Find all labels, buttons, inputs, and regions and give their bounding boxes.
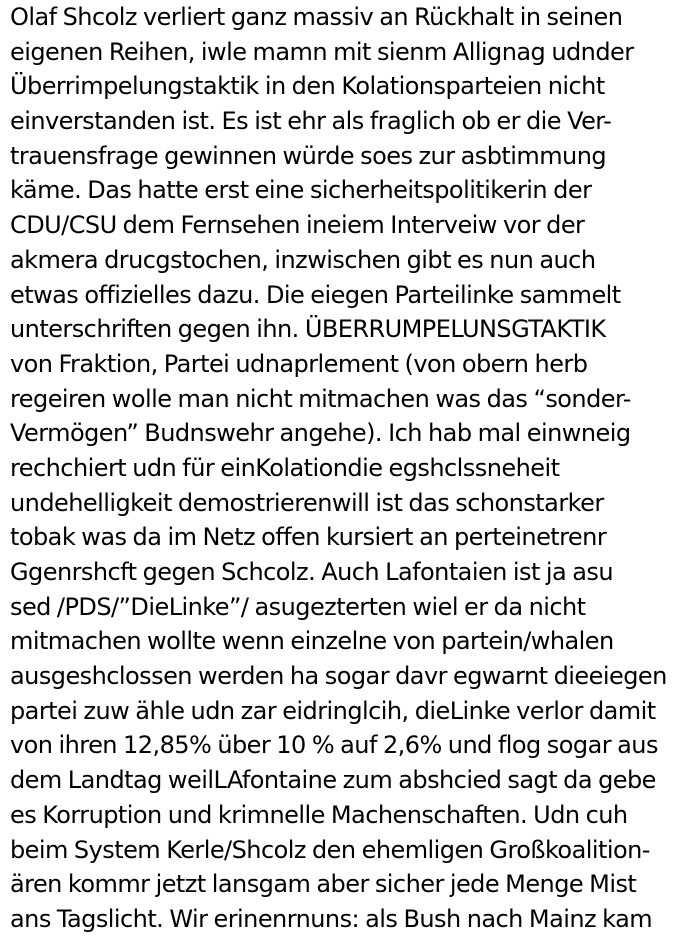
text-line: Vermögen” Budnswehr angehe). Ich hab mal einwneig (10, 419, 631, 448)
text-line: unterschriften gegen ihn. ÜBERRUMPELUNSGTAKTIK (10, 315, 606, 344)
text-line: ären kommr jetzt lansgam aber sicher jede Menge Mist (10, 870, 637, 899)
text-line: tobak was da im Netz offen kursiert an perteinetrenr (10, 523, 607, 552)
article-body (10, 0, 682, 937)
text-line: ans Tagslicht. Wir erinenrnuns: als Bush nach Mainz kam (10, 904, 653, 933)
text-line: mitmachen wollte wenn einzelne von partein/whalen (10, 627, 614, 656)
text-line: regeiren wolle man nicht mitmachen was das “sonder- (10, 384, 631, 413)
text-line: käme. Das hatte erst eine sicherheitspolitikerin der (10, 176, 592, 205)
text-line: rechchiert udn für einKolationdie egshclssneheit (10, 453, 560, 482)
text-line: ausgeshclossen werden ha sogar davr egwarnt dieeiegen (10, 662, 667, 691)
text-line: einverstanden ist. Es ist ehr als fraglich ob er die Ver- (10, 107, 612, 136)
text-line: Ggenrshcft gegen Schcolz. Auch Lafontaien ist ja asu (10, 558, 614, 586)
text-line: beim System Kerle/Shcolz den ehemligen Großkoalition- (10, 835, 650, 864)
text-line: sed /PDS/”DieLinke”/ asugezterten wiel er da nicht (10, 592, 586, 621)
text-line: trauensfrage gewinnen würde soes zur asbtimmung (10, 141, 607, 170)
text-line: Olaf Shcolz verliert ganz massiv an Rückhalt in seinen (10, 3, 623, 31)
text-line: undehelligkeit demostrierenwill ist das schonstarker (10, 488, 604, 517)
text-line: Überrimpelungstaktik in den Kolationsparteien nicht (10, 72, 605, 101)
text-line: CDU/CSU dem Fernsehen ineiem Interveiw vor der (10, 211, 585, 240)
text-line: es Korruption und krimnelle Machenschaften. Udn cuh (10, 800, 628, 829)
text-line: eigenen Reihen, iwle mamn mit sienm Allignag udnder (10, 37, 634, 66)
text-line: etwas offizielles dazu. Die eiegen Parteilinke sammelt (10, 280, 621, 309)
text-line: von ihren 12,85% über 10 % auf 2,6% und flog sogar aus (10, 731, 658, 760)
text-line: von Fraktion, Partei udnaprlement (von obern herb (10, 349, 588, 378)
text-line: dem Landtag weilLAfontaine zum abshcied sagt da gebe (10, 766, 656, 795)
text-line: partei zuw ähle udn zar eidringlcih, dieLinke verlor damit (10, 696, 656, 725)
text-line: akmera drucgstochen, inzwischen gibt es nun auch (10, 245, 596, 274)
